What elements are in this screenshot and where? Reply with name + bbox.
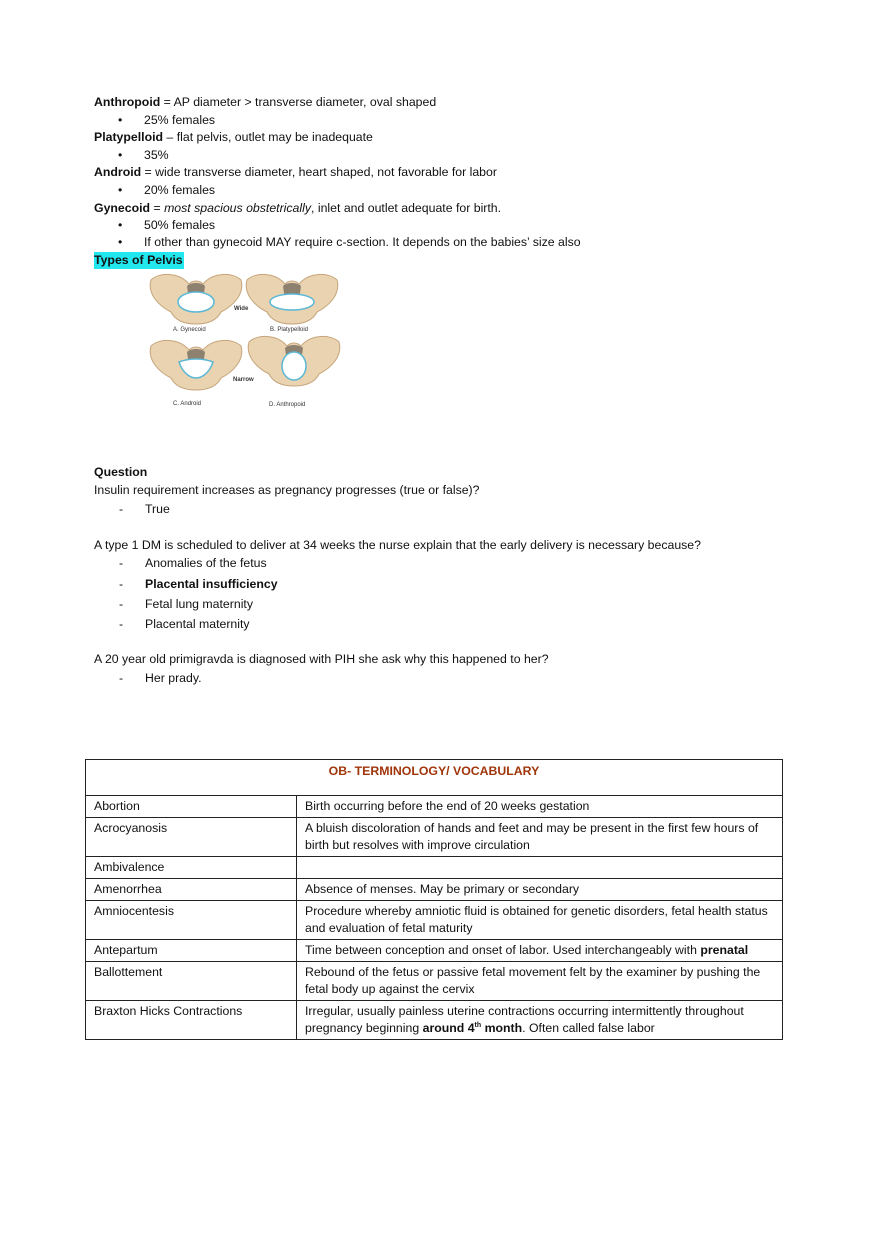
term: Android — [94, 165, 142, 179]
bullet-icon: • — [118, 148, 123, 162]
pelvis-type-gynecoid: Gynecoid = most spacious obstetrically, inlet and outlet adequate for birth. — [94, 201, 502, 215]
bullet-icon: • — [118, 218, 123, 232]
table-title: OB- TERMINOLOGY/ VOCABULARY — [86, 760, 783, 796]
term-cell: Braxton Hicks Contractions — [86, 1001, 297, 1040]
definition-cell: Time between conception and onset of labor. Used interchangeably with prenatal — [297, 940, 783, 962]
table-row — [86, 796, 783, 818]
dash-icon: - — [119, 671, 124, 685]
figure-label: D. Anthropoid — [269, 402, 306, 408]
pelvis-type-platypelloid: Platypelloid – flat pelvis, outlet may be inadequate — [94, 130, 373, 144]
bullet-icon: • — [118, 183, 123, 197]
pelvis-type-anthropoid: Anthropoid = AP diameter > transverse diameter, oval shaped — [94, 95, 437, 109]
description: AP diameter > transverse diameter, oval shaped — [173, 95, 437, 109]
bullet-icon: • — [118, 113, 123, 127]
definition-cell: Absence of menses. May be primary or secondary — [297, 879, 783, 901]
table-row — [86, 1001, 783, 1040]
definition-cell: Procedure whereby amniotic fluid is obtained for genetic disorders, fetal health status and evaluation of fetal maturity — [297, 901, 783, 940]
pelvis-type-android: Android = wide transverse diameter, heart shaped, not favorable for labor — [94, 165, 497, 179]
term-cell: Ballottement — [86, 962, 297, 1001]
definition-cell: Birth occurring before the end of 20 weeks gestation — [297, 796, 783, 818]
questions-heading: Question — [94, 465, 148, 479]
figure-label: B. Platypelloid — [270, 327, 309, 333]
table-row — [86, 962, 783, 1001]
table-row — [86, 901, 783, 940]
term-cell: Antepartum — [86, 940, 297, 962]
pelvis-types-figure — [147, 270, 342, 412]
definition-cell: Irregular, usually painless uterine contractions occurring intermittently throughout pregnancy beginning around 4th month. Often called false labor — [297, 1001, 783, 1040]
term-cell: Amenorrhea — [86, 879, 297, 901]
description: wide transverse diameter, heart shaped, not favorable for labor — [155, 165, 497, 179]
definition-cell: A bluish discoloration of hands and feet and may be present in the first few hours of birth but resolves with improve circulation — [297, 818, 783, 857]
term: Platypelloid — [94, 130, 164, 144]
description: flat pelvis, outlet may be inadequate — [176, 130, 373, 144]
table-row — [86, 879, 783, 901]
figure-label: C. Android — [173, 401, 202, 407]
dash-icon: - — [119, 577, 124, 591]
term-cell: Amniocentesis — [86, 901, 297, 940]
bullet-icon: • — [118, 235, 123, 249]
description: , inlet and outlet adequate for birth. — [311, 201, 502, 215]
table-row — [86, 857, 783, 879]
table-title-row — [86, 760, 783, 796]
dash-icon: - — [119, 556, 124, 570]
term-cell: Ambivalence — [86, 857, 297, 879]
question-text: A type 1 DM is scheduled to deliver at 34 weeks the nurse explain that the early delivery is necessary because? — [94, 538, 701, 552]
term-cell: Acrocyanosis — [86, 818, 297, 857]
term: Gynecoid — [94, 201, 151, 215]
figure-label-wide: Wide — [234, 306, 249, 312]
definition-cell — [297, 857, 783, 879]
pelvis-illustration-icon — [147, 270, 342, 412]
term-cell: Abortion — [86, 796, 297, 818]
term: Anthropoid — [94, 95, 161, 109]
section-heading-types-of-pelvis: Types of Pelvis — [94, 253, 183, 267]
dash-icon: - — [119, 597, 124, 611]
table-row — [86, 818, 783, 857]
figure-label: A. Gynecoid — [173, 327, 206, 333]
question-text: Insulin requirement increases as pregnancy progresses (true or false)? — [94, 483, 480, 497]
dash-icon: - — [119, 617, 124, 631]
definition-cell: Rebound of the fetus or passive fetal movement felt by the examiner by pushing the fetal body up against the cervix — [297, 962, 783, 1001]
table-row — [86, 940, 783, 962]
dash-icon: - — [119, 502, 124, 516]
vocabulary-table — [85, 759, 783, 1040]
figure-label-narrow: Narrow — [233, 377, 254, 383]
question-text: A 20 year old primigravda is diagnosed with PIH she ask why this happened to her? — [94, 652, 549, 666]
